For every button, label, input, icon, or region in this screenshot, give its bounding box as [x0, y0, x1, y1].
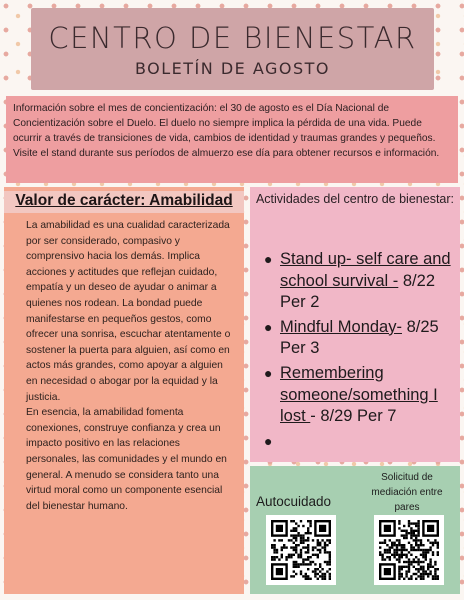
bullet-icon: ● [264, 318, 273, 335]
bullet-icon: ● [264, 364, 273, 381]
awareness-info-text: Información sobre el mes de concientización: el 30 de agosto es el Día Nacional de Concientización sobre el Duelo. El duelo no siempre implica la pérdida de una vida. Puede ocurrir a través de transiciones de vida, cambios de identidad y traumas grandes y pequeños. Visite el stand durante sus períodos de almuerzo ese día para obtener recursos e información. [13, 103, 440, 159]
bullet-icon: ● [264, 251, 273, 267]
kindness-title: Valor de carácter: Amabilidad [4, 191, 244, 213]
kindness-paragraph-2: En esencia, la amabilidad fomenta conexiones, construye confianza y crea un impacto positivo en las relaciones personales, las comunidades y el mundo en general. A menudo se considera tanto una virtud moral como un componente esencial del bienestar humano. [26, 407, 227, 512]
kindness-section [4, 187, 244, 594]
bullet-icon: ● [264, 432, 273, 449]
activities-list [264, 249, 456, 449]
kindness-paragraph-1: La amabilidad es una cualidad caracterizada por ser considerado, compasivo y comprensivo hacia los demás. Implica acciones y actitudes que reflejan cuidado, empatía y un deseo de ayudar o animar a quienes nos rodean. La bondad puede manifestarse en pequeños gestos, como ofrecer una sonrisa, escuchar atentamente o sostener la puerta para alguien, así como en actos más grandes, como apoyar a alguien en necesidad o abogar por la equidad y la justicia. [26, 220, 231, 403]
activity-date: - 8/29 Per 7 [310, 407, 397, 426]
activities-section [250, 187, 460, 462]
kindness-body [26, 218, 234, 514]
activity-link[interactable]: Stand up- self care and school survival - [280, 250, 451, 290]
self-care-qr-code[interactable] [266, 515, 336, 585]
activity-item [264, 317, 456, 360]
activity-link[interactable]: Remembering someone/something I lost [280, 363, 438, 426]
qr-codes-section [250, 466, 460, 594]
activity-date: 8/25 Per 3 [280, 317, 439, 358]
activity-item [264, 363, 456, 428]
activity-link[interactable]: Mindful Monday- [280, 317, 402, 336]
awareness-info-box [6, 96, 458, 183]
peer-mediation-label: Solicitud de mediación entre pares [371, 472, 443, 513]
activities-title: Actividades del centro de bienestar: [255, 192, 455, 206]
activity-item [264, 249, 456, 314]
page-title: CENTRO DE BIENESTAR [48, 20, 417, 55]
page-subtitle: BOLETÍN DE AGOSTO [134, 58, 331, 78]
self-care-label: Autocuidado [256, 494, 332, 509]
newsletter-header [31, 8, 434, 90]
activity-date: 8/22 Per 2 [280, 271, 435, 312]
peer-mediation-qr-code[interactable] [374, 515, 444, 585]
